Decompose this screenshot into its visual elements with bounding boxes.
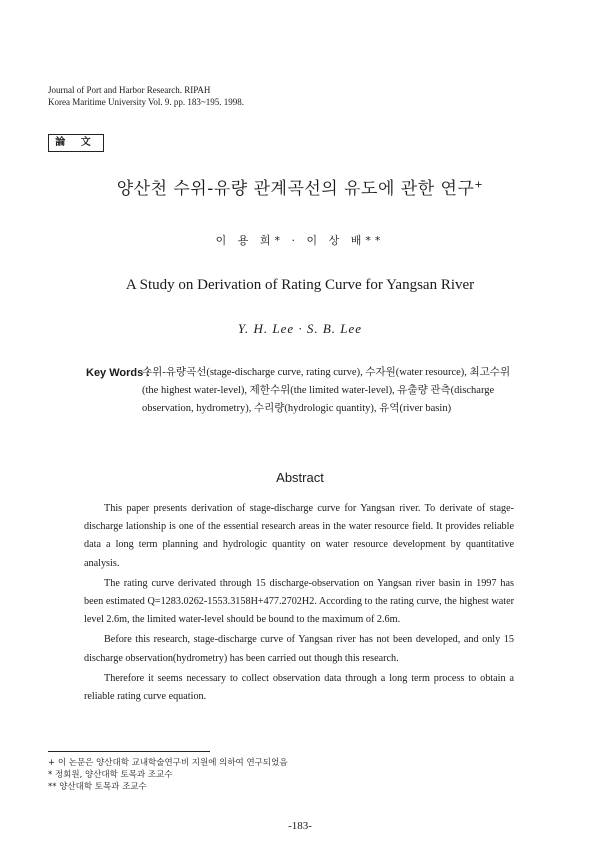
journal-volume: Korea Maritime University Vol. 9. pp. 183~195. 1998. [48,97,245,107]
korean-authors: 이 용 희* · 이 상 배** [215,234,385,247]
footnote-author-1: * 정회원, 양산대학 토목과 조교수 [48,770,173,780]
keywords-block [86,364,518,418]
keywords-text: 수위-유량곡선(stage-discharge curve, rating curve), 수자원(water resource), 최고수위(the highest water-level), 제한수위(the limited water-level), 유출량 관측(discharge observation, hydrometry), 수리량(hydrologic quantity), 유역(river basin) [142,367,511,414]
footnote-divider [48,751,210,752]
abstract-paragraph: Before this research, stage-discharge curve of Yangsan river has not been developed, and only 15 discharge observation(hydrometry) has been carried out though this research. [84,634,514,664]
abstract-paragraph: Therefore it seems necessary to collect observation data through a long term process to obtain a reliable rating curve equation. [84,672,514,703]
english-title: A Study on Derivation of Rating Curve for Yangsan River [125,277,475,293]
footnote-author-2: ** 양산대학 토목과 조교수 [48,782,147,792]
korean-title [0,174,600,199]
keywords-label: Key Words : [86,367,150,379]
page-number: -183- [288,820,312,832]
footnotes [48,757,288,793]
footnote-funding: + 이 논문은 양산대학 교내학술연구비 지원에 의하여 연구되었음 [48,758,288,768]
english-authors: Y. H. Lee · S. B. Lee [237,321,363,336]
title-footnote-mark: + [474,179,484,191]
journal-name: Journal of Port and Harbor Research. RIPAH [48,85,211,95]
abstract-paragraph: The rating curve derivated through 15 discharge-observation on Yangsan river basin in 1997 has been estimated Q=1283.0262-1553.3158H+477.2702H2. According to the rating curve, the highest water level 2.6m, the limited water-level should be bound to the maximum of 2.6m. [84,577,514,626]
journal-citation [48,84,244,108]
article-type-badge: 論 文 [48,134,104,152]
abstract-body [84,500,514,708]
abstract-paragraph: This paper presents derivation of stage-discharge curve for Yangsan river. To derivate of stage-discharge lationship is one of the essential research areas in the water resource field. It provides reliable data a long term planning and hydrologic quantity on water resource development by quantitative analysis. [84,503,514,569]
abstract-heading: Abstract [276,470,324,485]
korean-title-text: 양산천 수위-유량 관계곡선의 유도에 관한 연구 [116,179,475,199]
